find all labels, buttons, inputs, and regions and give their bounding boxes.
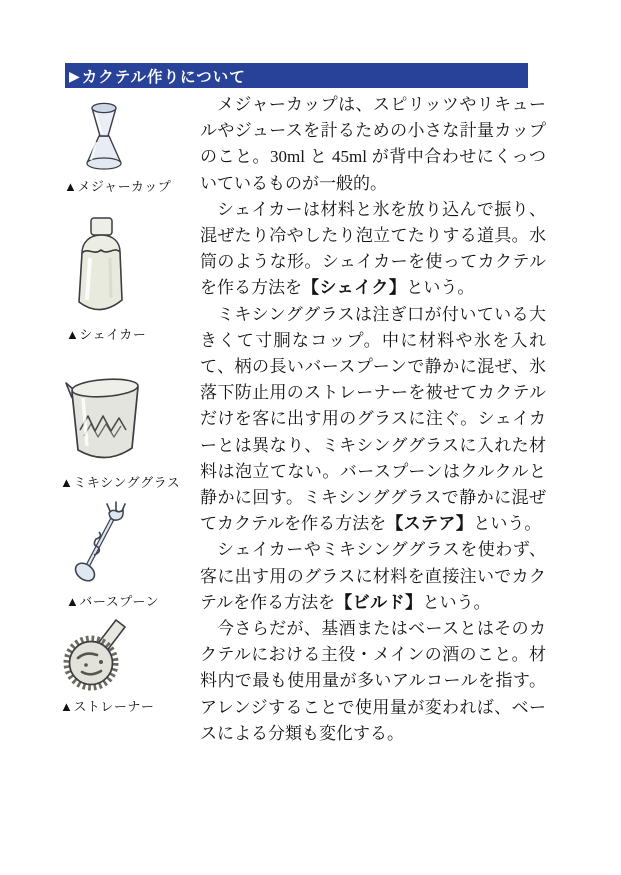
- figure-measure-cup: [64, 100, 196, 195]
- figure-strainer: [60, 616, 192, 715]
- figure-caption: ▲バースプーン: [66, 594, 160, 609]
- right-triangle-icon: ▶: [69, 67, 80, 84]
- emphasized-term: 【ビルド】: [335, 592, 423, 612]
- paragraph: シェイカーは材料と氷を放り込んで振り、混ぜたり冷やしたり泡立てたりする道具。水筒のような形。シェイカーを使ってカクテルを作る方法を【シェイク】という。: [200, 199, 546, 298]
- figure-caption: ▲シェイカー: [66, 327, 147, 342]
- figure-shaker: [66, 216, 198, 343]
- mixing-glass-icon: [60, 374, 148, 468]
- paragraph: シェイカーやミキシンググラスを使わず、客に出す用のグラスに材料を直接注いでカクテルを作る方法を【ビルド】という。: [200, 540, 546, 612]
- figure-caption: ▲メジャーカップ: [64, 179, 172, 194]
- paragraph: メジャーカップは、スピリッツやリキュールやジュースを計るための小さな計量カップのこと。30ml と 45ml が背中合わせにくっついているものが一般的。: [200, 95, 546, 193]
- emphasized-term: 【ステア】: [386, 514, 474, 534]
- figure-mixing-glass: [60, 374, 192, 491]
- section-header-bar: [65, 63, 528, 88]
- emphasized-term: 【シェイク】: [302, 278, 407, 298]
- measure-cup-icon: [76, 100, 132, 172]
- strainer-icon: [60, 616, 132, 692]
- section-title: カクテル作りについて: [81, 68, 246, 86]
- bar-spoon-icon: [72, 499, 130, 587]
- article-text: [200, 92, 546, 747]
- paragraph: 今さらだが、基酒またはベースとはそのカクテルにおける主役・メインの酒のこと。材料内で最も使用量が多いアルコールを指す。アレンジすることで使用量が変われば、ベースによる分類も変化する。: [200, 619, 546, 743]
- figure-caption: ▲ストレーナー: [60, 699, 155, 714]
- figure-caption: ▲ミキシンググラス: [60, 475, 181, 490]
- shaker-icon: [70, 216, 132, 320]
- figure-bar-spoon: [66, 499, 198, 610]
- paragraph: ミキシンググラスは注ぎ口が付いている大きくて寸胴なコップ。中に材料や氷を入れて、柄の長いバースプーンで静かに混ぜ、氷落下防止用のストレーナーを被せてカクテルだけを客に出す用のグラスに注ぐ。シェイカーとは異なり、ミキシンググラスに入れた材料は泡立てない。バースプーンはクルクルと静かに回す。ミキシンググラスで静かに混ぜてカクテルを作る方法を【ステア】という。: [200, 304, 546, 534]
